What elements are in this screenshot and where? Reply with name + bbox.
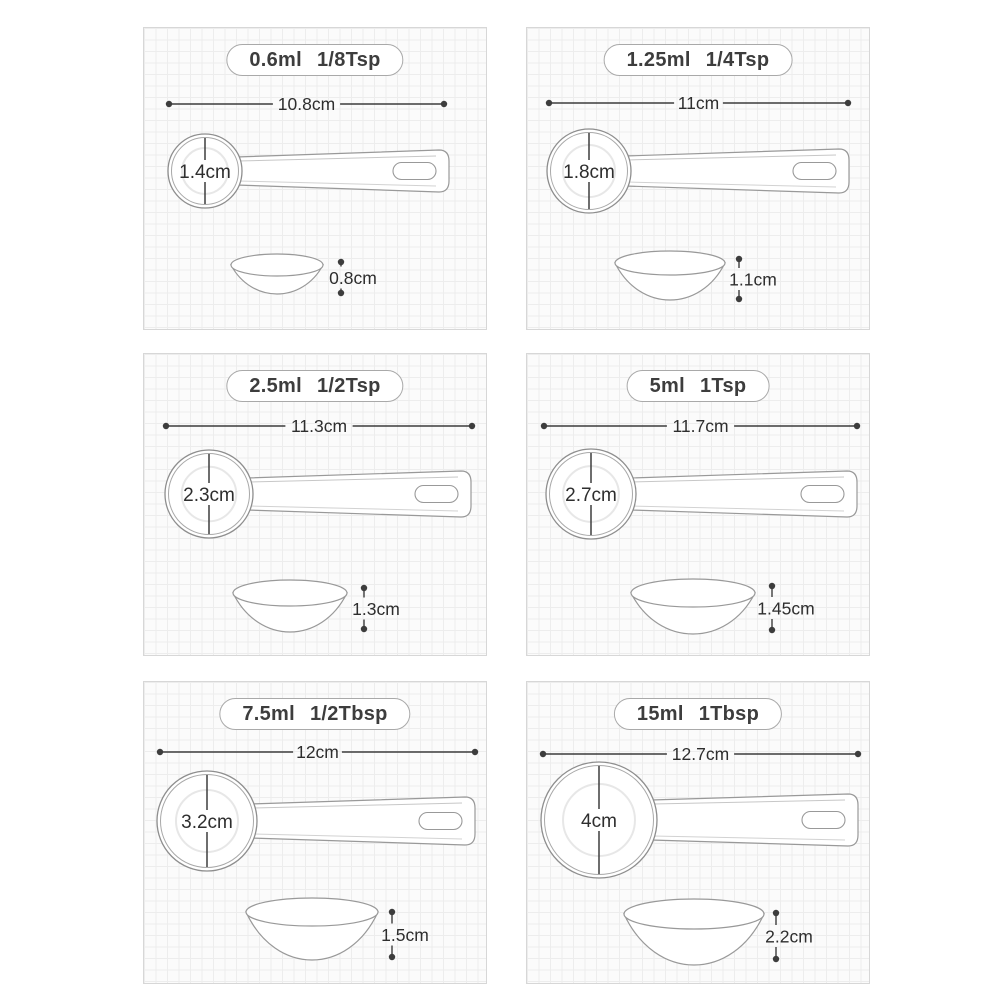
volume-ml-label: 1.25ml <box>626 48 691 71</box>
length-label: 11cm <box>677 93 720 113</box>
diameter-label: 1.4cm <box>179 162 231 183</box>
spoon-bowl-side-view <box>246 898 378 960</box>
volume-ml-label: 7.5ml <box>242 702 295 725</box>
depth-dimension <box>765 910 813 962</box>
depth-label: 1.3cm <box>352 599 400 619</box>
spoon-handle <box>251 797 475 845</box>
hanging-slot <box>415 486 458 503</box>
length-dimension <box>166 94 447 114</box>
spoon-panel <box>143 353 487 656</box>
hanging-slot <box>793 163 836 180</box>
hanging-slot <box>801 486 844 503</box>
depth-dimension <box>329 259 377 296</box>
volume-spoon-label: 1/2Tsp <box>316 374 381 397</box>
spoon-panel <box>526 27 870 330</box>
spoon-bowl-top-view <box>547 129 631 213</box>
depth-dimension <box>352 585 400 632</box>
hanging-slot <box>419 813 462 830</box>
diameter-label: 1.8cm <box>563 162 615 183</box>
length-dimension <box>163 416 475 436</box>
spoon-handle <box>247 471 471 517</box>
depth-label: 1.5cm <box>381 925 429 945</box>
spoon-bowl-side-view <box>624 899 764 965</box>
length-label: 10.8cm <box>277 94 336 114</box>
volume-spoon-label: 1/4Tsp <box>705 48 770 71</box>
volume-spoon-label: 1/8Tsp <box>316 48 381 71</box>
length-label: 12.7cm <box>671 744 730 764</box>
diameter-label: 4cm <box>581 811 617 832</box>
volume-spoon-label: 1Tsp <box>699 374 747 397</box>
hanging-slot <box>802 812 845 829</box>
volume-ml-label: 5ml <box>649 374 685 397</box>
spoon-bowl-top-view <box>157 771 257 871</box>
length-label: 11.3cm <box>290 416 348 436</box>
spoon-bowl-side-view <box>231 254 323 294</box>
spoon-bowl-top-view <box>541 762 657 878</box>
spoon-handle <box>236 150 449 192</box>
volume-badge <box>226 44 403 76</box>
spoon-bowl-top-view <box>165 450 253 538</box>
length-label: 11.7cm <box>672 416 729 436</box>
spoon-handle <box>625 149 849 193</box>
diameter-label: 2.3cm <box>183 485 235 506</box>
volume-badge <box>226 370 403 402</box>
volume-ml-label: 15ml <box>636 702 684 725</box>
spoon-handle <box>651 794 858 846</box>
spoon-bowl-top-view <box>546 449 636 539</box>
depth-label: 1.45cm <box>757 598 815 619</box>
spoon-panel <box>526 353 870 656</box>
depth-label: 2.2cm <box>765 926 813 947</box>
hanging-slot <box>393 163 436 180</box>
volume-badge <box>627 370 770 402</box>
spoon-panel <box>143 27 487 330</box>
spoon-bowl-side-view <box>615 251 725 300</box>
depth-dimension <box>381 909 429 960</box>
volume-badge <box>614 698 782 730</box>
volume-spoon-label: 1/2Tbsp <box>309 702 388 725</box>
volume-badge <box>219 698 410 730</box>
length-label: 12cm <box>296 742 339 762</box>
depth-dimension <box>729 256 777 302</box>
spoon-bowl-side-view <box>631 579 755 634</box>
diameter-label: 2.7cm <box>565 485 617 506</box>
length-dimension <box>540 744 861 764</box>
depth-label: 0.8cm <box>329 268 377 288</box>
volume-ml-label: 0.6ml <box>249 48 302 71</box>
depth-dimension <box>757 583 814 633</box>
depth-label: 1.1cm <box>729 269 777 290</box>
spoon-bowl-side-view <box>233 580 347 632</box>
diameter-label: 3.2cm <box>181 812 233 833</box>
length-dimension <box>157 742 478 762</box>
spoon-bowl-top-view <box>168 134 242 208</box>
spoon-panel <box>526 681 870 984</box>
length-dimension <box>541 416 860 436</box>
volume-ml-label: 2.5ml <box>249 374 302 397</box>
spoon-panel <box>143 681 487 984</box>
volume-spoon-label: 1Tbsp <box>698 702 760 725</box>
volume-badge <box>604 44 793 76</box>
length-dimension <box>546 93 851 113</box>
spoon-handle <box>630 471 857 517</box>
